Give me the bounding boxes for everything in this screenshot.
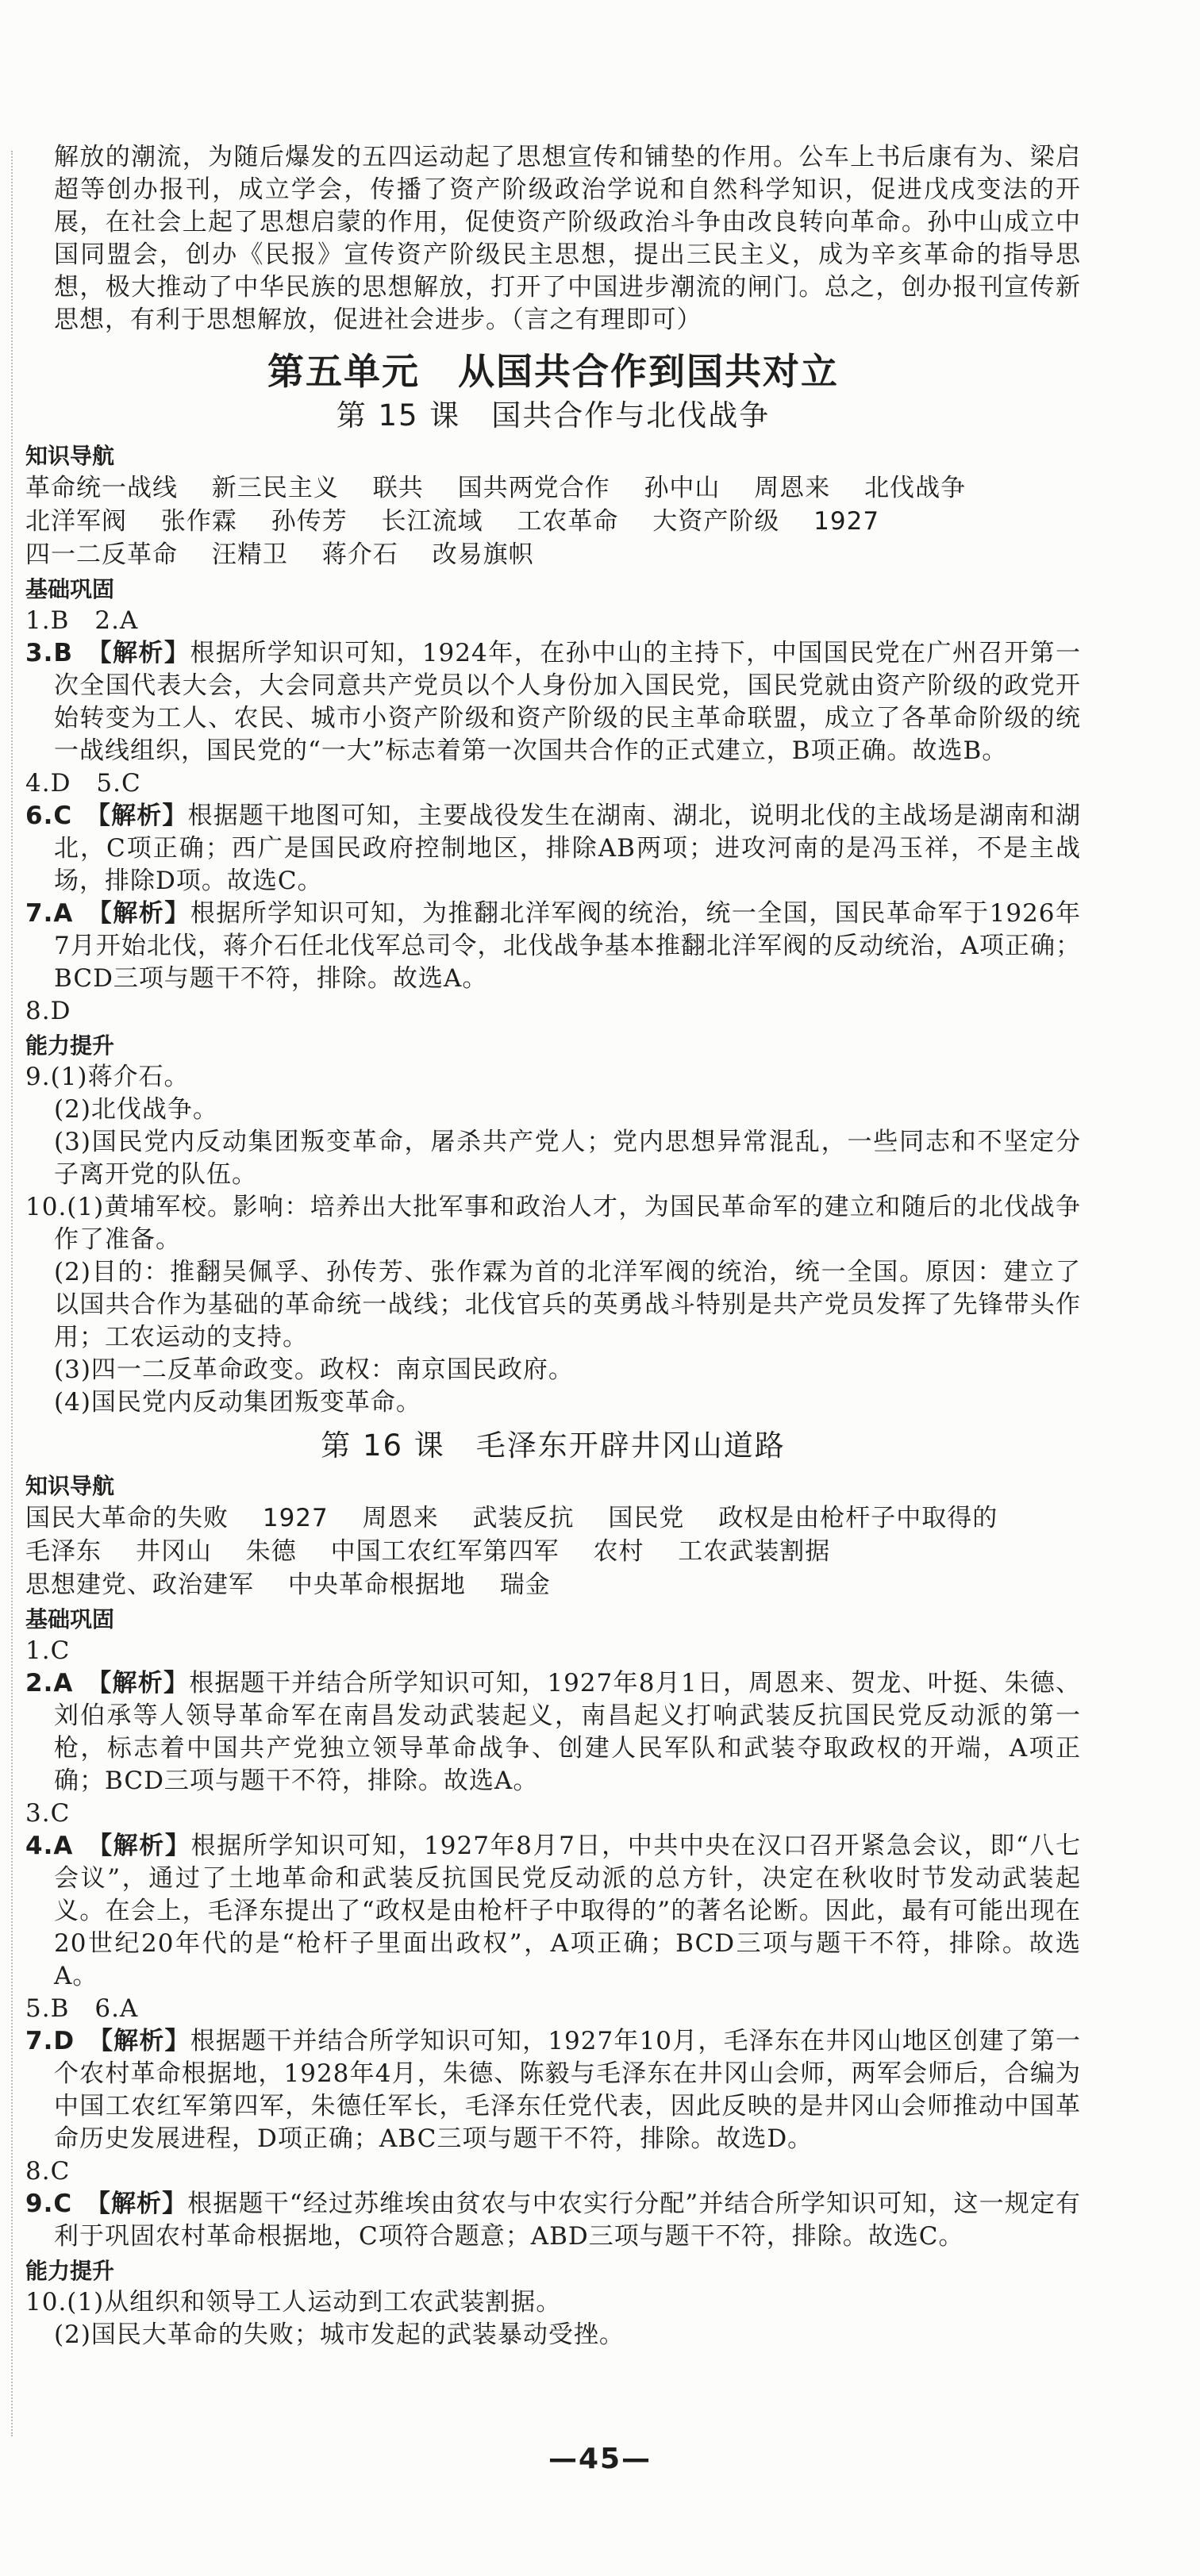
keyword: 周恩来: [754, 474, 831, 502]
answer-item: 7.D 【解析】根据题干并结合所学知识可知，1927年10月，毛泽东在井冈山地区创建了第一个农村革命根据地，1928年4月，朱德、陈毅与毛泽东在井冈山会师，两军会师后，合编为中国工农红军第四军，朱德任军长，毛泽东任党代表，因此反映的是井冈山会师推动中国革命历史发展进程，D项正确；ABC三项与题干不符，排除。故选D。: [25, 2027, 1081, 2153]
answer-item: 4.D 5.C: [25, 769, 141, 798]
ability-item: (2)目的：推翻吴佩孚、孙传芳、张作霖为首的北洋军阀的统治，统一全国。原因：建立了以国共合作为基础的革命统一战线；北伐官兵的英勇战斗特别是共产党员发挥了先锋带头作用；工农运动的支持。: [54, 1258, 1081, 1351]
answer-item: 4.A 【解析】根据所学知识可知，1927年8月7日，中共中央在汉口召开紧急会议，即“八七会议”，通过了土地革命和武装反抗国民党反动派的总方针，决定在秋收时节发动武装起义。在会上，毛泽东提出了“政权是由枪杆子中取得的”的著名论断。因此，最有可能出现在20世纪20年代的是“枪杆子里面出政权”，A项正确；BCD三项与题干不符，排除。故选A。: [25, 1832, 1081, 1990]
lesson-16-title: 第 16 课 毛泽东开辟井冈山道路: [321, 1428, 786, 1463]
answer-item: 9.C 【解析】根据题干“经过苏维埃由贫农与中农实行分配”并结合所学知识可知，这一规定有利于巩固农村革命根据地，C项符合题意；ABD三项与题干不符，排除。故选C。: [25, 2190, 1081, 2251]
ability-item: (2)北伐战争。: [54, 1095, 218, 1124]
keyword: 大资产阶级: [652, 507, 780, 536]
keyword: 朱德: [245, 1537, 297, 1566]
lesson-15-ability-heading: 能力提升: [25, 1032, 115, 1059]
keyword: 1927: [813, 507, 880, 536]
page-number: —45—: [548, 2443, 652, 2475]
ability-item: (3)四一二反革命政变。政权：南京国民政府。: [54, 1355, 574, 1384]
lesson-16-basic-heading: 基础巩固: [25, 1606, 115, 1632]
answer-item: 6.C 【解析】根据题干地图可知，主要战役发生在湖南、湖北，说明北伐的主战场是湖南和湖北，C项正确；西广是国民政府控制地区，排除AB两项；进攻河南的是冯玉祥，不是主战场，排除D项。故选C。: [25, 802, 1081, 895]
keyword: 汪精卫: [211, 540, 288, 569]
answer-item: 8.C: [25, 2157, 71, 2186]
binding-margin-line: [11, 151, 13, 2436]
ability-item: (2)国民大革命的失败；城市发起的武装暴动受挫。: [54, 2320, 625, 2349]
keyword: 国民大革命的失败: [25, 1504, 229, 1532]
answer-item: 5.B 6.A: [25, 1994, 139, 2023]
lesson-15-knowledge-heading: 知识导航: [25, 443, 115, 469]
keyword: 农村: [593, 1537, 644, 1566]
keyword: 1927: [262, 1504, 329, 1532]
keyword: 联共: [372, 474, 424, 502]
keyword: 国民党: [608, 1504, 685, 1532]
keyword: 北伐战争: [864, 474, 967, 502]
keyword: 毛泽东: [25, 1537, 102, 1566]
answer-item: 2.A 【解析】根据题干并结合所学知识可知，1927年8月1日，周恩来、贺龙、叶挺、朱德、刘伯承等人领导革命军在南昌发动武装起义，南昌起义打响武装反抗国民党反动派的第一枪，标志着中国共产党独立领导革命战争、创建人民军队和武装夺取政权的开端，A项正确；BCD三项与题干不符，排除。故选A。: [25, 1669, 1081, 1795]
keyword: 工农革命: [517, 507, 619, 536]
keyword: 孙中山: [644, 474, 721, 502]
answer-item: 1.B 2.A: [25, 606, 139, 635]
answer-item: 3.C: [25, 1799, 71, 1828]
ability-item: 10.(1)从组织和领导工人运动到工农武装割据。: [25, 2288, 562, 2316]
lesson-15-keywords: [25, 471, 1081, 571]
keyword: 瑞金: [499, 1571, 551, 1599]
ability-item: 9.(1)蒋介石。: [25, 1063, 190, 1091]
lesson-16-ability-heading: 能力提升: [25, 2258, 115, 2284]
keyword: 北洋军阀: [25, 507, 127, 536]
answer-item: 3.B 【解析】根据所学知识可知，1924年，在孙中山的主持下，中国国民党在广州召开第一次全国代表大会，大会同意共产党员以个人身份加入国民党，国民党就由资产阶级的政党开始转变为工人、农民、城市小资产阶级和资产阶级的民主革命联盟，成立了各革命阶级的统一战线组织，国民党的“一大”标志着第一次国共合作的正式建立，B项正确。故选B。: [25, 639, 1081, 765]
keyword: 改易旗帜: [432, 540, 534, 569]
unit-title: 第五单元 从国共合作到国共对立: [267, 350, 839, 393]
keyword: 孙传芳: [271, 507, 348, 536]
keyword: 工农武装割据: [678, 1537, 831, 1566]
keyword: 思想建党、政治建军: [25, 1571, 254, 1599]
keyword: 周恩来: [362, 1504, 439, 1532]
ability-item: 10.(1)黄埔军校。影响：培养出大批军事和政治人才，为国民革命军的建立和随后的北伐战争作了准备。: [25, 1193, 1081, 1254]
keyword: 中央革命根据地: [287, 1571, 466, 1599]
keyword: 蒋介石: [321, 540, 398, 569]
keyword: 国共两党合作: [457, 474, 610, 502]
keyword: 新三民主义: [211, 474, 339, 502]
keyword: 政权是由枪杆子中取得的: [718, 1504, 998, 1532]
answer-item: 7.A 【解析】根据所学知识可知，为推翻北洋军阀的统治，统一全国，国民革命军于1926年7月开始北伐，蒋介石任北伐军总司令，北伐战争基本推翻北洋军阀的反动统治，A项正确；BCD三项与题干不符，排除。故选A。: [25, 899, 1082, 993]
lesson-15-title: 第 15 课 国共合作与北伐战争: [336, 398, 771, 433]
keyword: 四一二反革命: [25, 540, 178, 569]
lesson-16-knowledge-heading: 知识导航: [25, 1473, 115, 1499]
keyword: 长江流域: [381, 507, 483, 536]
answer-item: 1.C: [25, 1636, 71, 1665]
keyword: 武装反抗: [472, 1504, 575, 1532]
keyword: 中国工农红军第四军: [330, 1537, 560, 1566]
keyword: 张作霖: [160, 507, 237, 536]
intro-paragraph: 解放的潮流，为随后爆发的五四运动起了思想宣传和铺垫的作用。公车上书后康有为、梁启超等创办报刊，成立学会，传播了资产阶级政治学说和自然科学知识，促进戊戌变法的开展，在社会上起了思想启蒙的作用，促使资产阶级政治斗争由改良转向革命。孙中山成立中国同盟会，创办《民报》宣传资产阶级民主思想，提出三民主义，成为辛亥革命的指导思想，极大推动了中华民族的思想解放，打开了中国进步潮流的闸门。总之，创办报刊宣传新思想，有利于思想解放，促进社会进步。（言之有理即可）: [54, 143, 1081, 334]
keyword: 井冈山: [135, 1537, 212, 1566]
ability-item: (3)国民党内反动集团叛变革命，屠杀共产党人；党内思想异常混乱，一些同志和不坚定分子离开党的队伍。: [54, 1128, 1081, 1189]
page-content: [25, 141, 1081, 2351]
lesson-16-keywords: [25, 1501, 1081, 1601]
lesson-15-basic-heading: 基础巩固: [25, 576, 115, 602]
ability-item: (4)国民党内反动集团叛变革命。: [54, 1388, 421, 1417]
keyword: 革命统一战线: [25, 474, 178, 502]
answer-item: 8.D: [25, 997, 71, 1025]
